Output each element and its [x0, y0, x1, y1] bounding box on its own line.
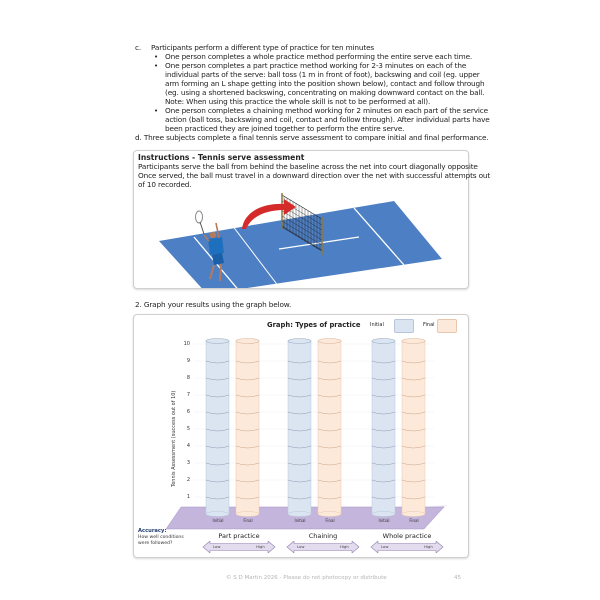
cylinder-initial-2: [372, 339, 395, 517]
tennis-court-illustration: [134, 189, 468, 288]
y-tick-label: 5: [186, 426, 190, 432]
item-c-text: Participants perform a different type of practice for ten minutes: [151, 43, 375, 52]
bullet-3-line-2: action (ball toss, backswing and coil, contact and follow through). After individual parts have: [165, 115, 490, 124]
y-tick-label: 7: [186, 392, 190, 398]
accuracy-high-label: High: [340, 544, 349, 549]
accuracy-scale-title: Part practice: [218, 532, 260, 540]
accuracy-low-label: Low: [213, 544, 221, 549]
accuracy-high-label: High: [256, 544, 265, 549]
y-tick-label: 8: [186, 375, 190, 381]
bar-label-final: Final: [325, 518, 335, 523]
assessment-line-1: Participants serve the ball from behind the baseline across the net into court diagonally opposite: [138, 162, 478, 171]
cylinder-initial-0: [206, 339, 229, 517]
bullet-marker: •: [154, 107, 159, 115]
bullet-2-line-5: Note: When using this practice the whole skill is not to be performed at all).: [165, 97, 431, 106]
bullet-3-line-1: One person completes a chaining method working for 2 minutes on each part of the service: [165, 106, 488, 115]
bullet-2-line-3: arm forming an L shape getting into the position shown below), contact and follow through: [165, 79, 485, 88]
graph-panel: [133, 314, 469, 558]
bar-label-final: Final: [409, 518, 419, 523]
item-c-marker: c.: [135, 43, 142, 52]
bullet-3-line-3: been practiced they are joined together to perform the entire serve.: [165, 124, 405, 133]
assessment-line-2: Once served, the ball must travel in a downward direction over the net with successful attempts out: [138, 171, 491, 180]
accuracy-scale-title: Whole practice: [382, 532, 432, 540]
y-tick-label: 2: [186, 477, 190, 483]
bullet-marker: •: [154, 62, 159, 70]
chart-title: Graph: Types of practice: [267, 321, 361, 329]
tennis-court: [159, 201, 442, 288]
item-d-text: d. Three subjects complete a final tennis serve assessment to compare initial and final performance.: [135, 133, 489, 142]
accuracy-low-label: Low: [381, 544, 389, 549]
graph-prompt: 2. Graph your results using the graph below.: [135, 300, 292, 309]
y-tick-label: 3: [186, 460, 190, 466]
accuracy-subtitle-1: How well conditions: [138, 535, 184, 540]
accuracy-title: Accuracy:: [138, 528, 167, 534]
y-axis-title: Tennis Assessment (success out of 10): [171, 390, 177, 487]
assessment-line-3: of 10 recorded.: [138, 180, 192, 189]
assessment-instructions-box: [133, 150, 491, 289]
bar-label-initial: Initial: [212, 518, 224, 523]
cylinder-final-0: [236, 339, 259, 517]
footer-copyright: © S D Martin 2026 - Please do not photocopy or distribute: [226, 575, 387, 581]
accuracy-low-label: Low: [297, 544, 305, 549]
bar-label-initial: Initial: [378, 518, 390, 523]
bar-label-final: Final: [243, 518, 253, 523]
y-tick-label: 6: [186, 409, 190, 415]
assessment-title: Instructions - Tennis serve assessment: [138, 153, 305, 162]
y-tick-label: 10: [183, 341, 190, 347]
bar-label-initial: Initial: [294, 518, 306, 523]
bullet-1-line-1: One person completes a whole practice method performing the entire serve each time.: [165, 52, 473, 61]
legend-label-final: Final: [423, 322, 435, 328]
cylinder-final-2: [402, 339, 425, 517]
bullet-2-line-2: individual parts of the serve: ball toss (1 m in front of foot), backswing and coil (eg. upper: [165, 70, 480, 79]
bullet-2-line-1: One person completes a part practice method working for 2-3 minutes on each of the: [165, 61, 467, 70]
footer-page-number: 45: [454, 575, 461, 581]
accuracy-high-label: High: [424, 544, 433, 549]
accuracy-scale-title: Chaining: [308, 532, 338, 540]
y-tick-label: 4: [186, 443, 190, 449]
legend-label-initial: Initial: [370, 322, 384, 328]
bullet-marker: •: [154, 53, 159, 61]
cylinder-final-1: [318, 339, 341, 517]
cylinder-initial-1: [288, 339, 311, 517]
accuracy-subtitle-2: were followed?: [138, 541, 173, 546]
bullet-2-line-4: (eg. using a shortened backswing, concentrating on making downward contact on the ball.: [165, 88, 485, 97]
y-tick-label: 9: [186, 358, 190, 364]
y-tick-label: 1: [186, 494, 190, 500]
